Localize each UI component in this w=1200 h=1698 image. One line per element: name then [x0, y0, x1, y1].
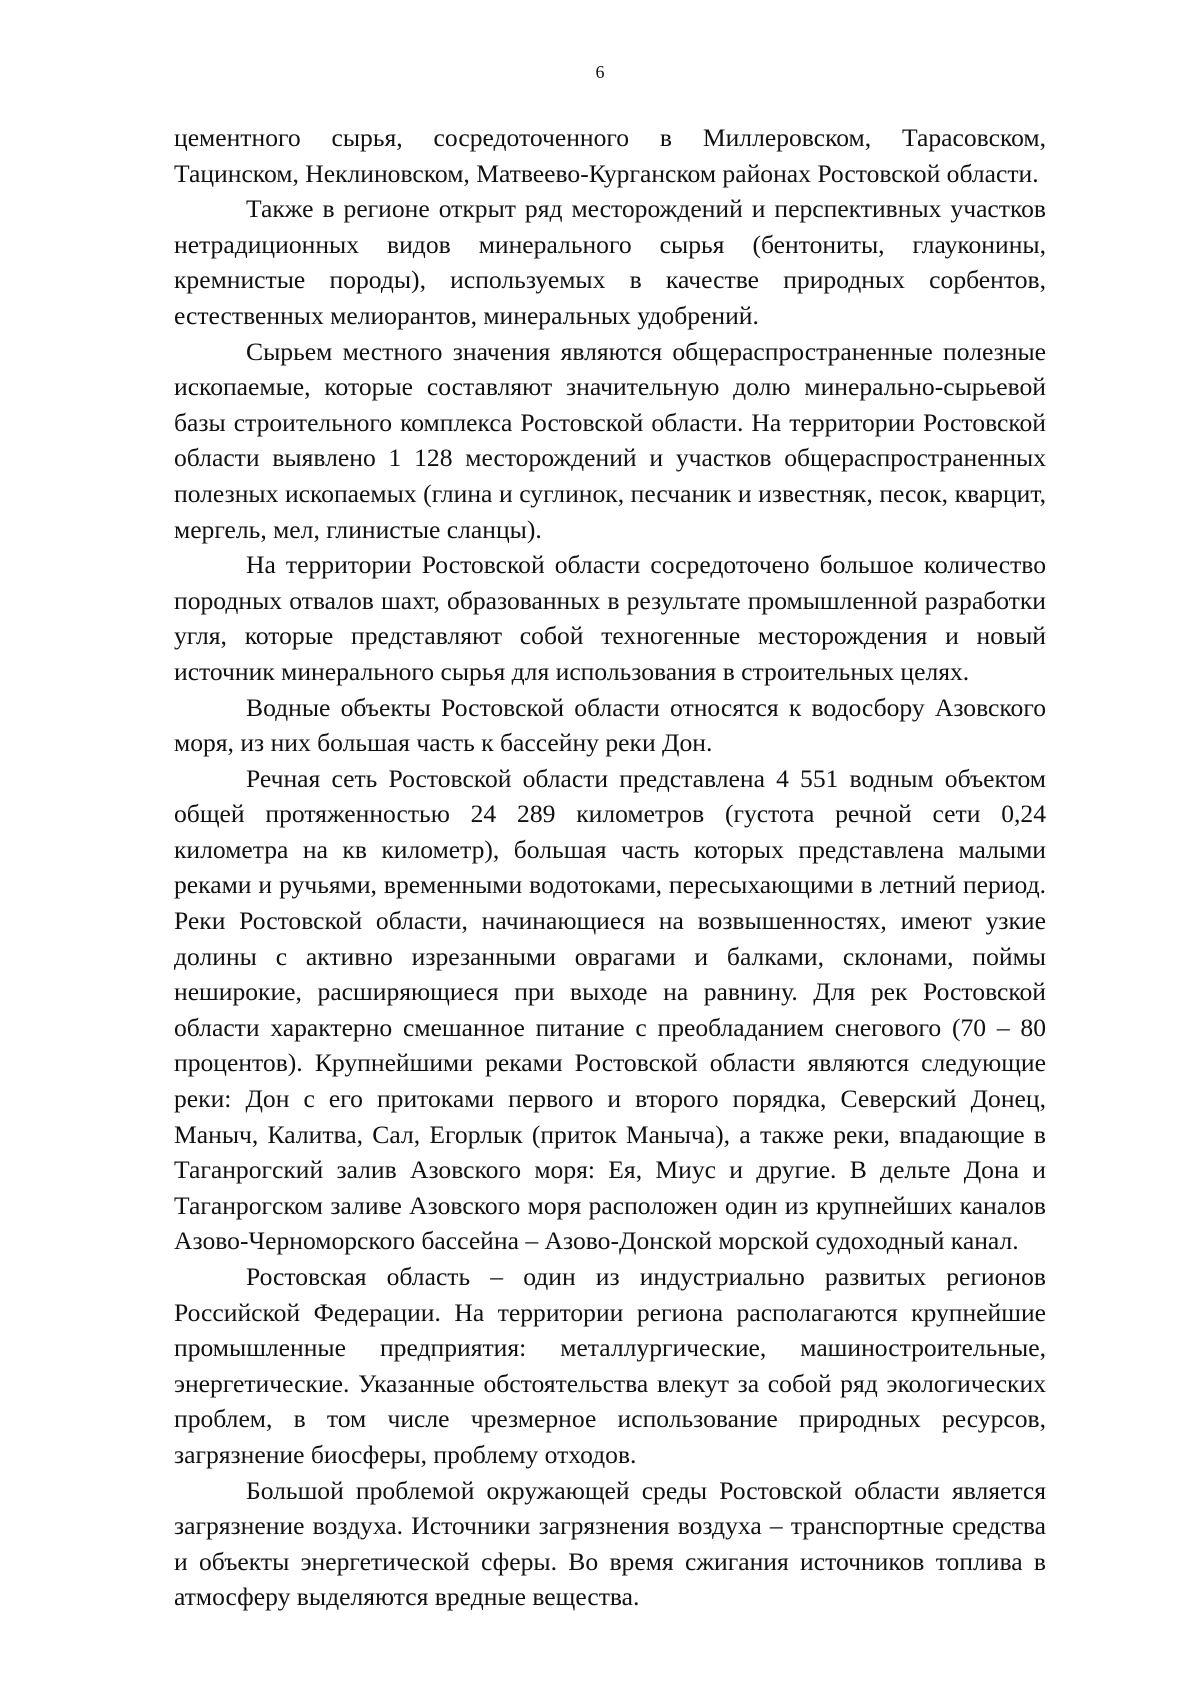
paragraph-river-network: Речная сеть Ростовской области представлена 4 551 водным объектом общей протяженностью 24 289 километров (густота речной сети 0,24 километра на кв километр), большая часть которых представлена малыми реками и ручьями, временными водотоками, пересыхающими в летний период. Реки Ростовской области, начинающиеся на возвышенностях, имеют узкие долины с активно изрезанными оврагами и балками, склонами, поймы неширокие, расширяющиеся при выходе на равнину. Для рек Ростовской области характерно смешанное питание с преобладанием снегового (70 – 80 процентов). Крупнейшими реками Ростовской области являются следующие реки: Дон с его притоками первого и второго порядка, Северский Донец, Маныч, Калитва, Сал, Егорлык (приток Маныча), а также реки, впадающие в Таганрогский залив Азовского моря: Ея, Миус и другие. В дельте Дона и Таганрогском заливе Азовского моря расположен один из крупнейших каналов Азово-Черноморского бассейна – Азово-Донской морской судоходный канал. [174, 763, 1046, 1256]
paragraph-local-minerals: Сырьем местного значения являются общераспространенные полезные ископаемые, которые составляют значительную долю минерально-сырьевой базы строительного комплекса Ростовской области. На территории Ростовской области выявлено 1 128 месторождений и участков общераспространенных полезных ископаемых (глина и суглинок, песчаник и известняк, песок, кварцит, мергель, мел, глинистые сланцы). [174, 336, 1046, 544]
paragraph-nontraditional-minerals: Также в регионе открыт ряд месторождений и перспективных участков нетрадиционных видов минерального сырья (бентониты, глауконины, кремнистые породы), используемых в качестве природных сорбентов, естественных мелиорантов, минеральных удобрений. [174, 194, 1046, 330]
document-body [174, 120, 1046, 1615]
paragraph-air-pollution: Большой проблемой окружающей среды Ростовской области является загрязнение воздуха. Источники загрязнения воздуха – транспортные средства и объекты энергетической сферы. Во время сжигания источников топлива в атмосферу выделяются вредные вещества. [174, 1475, 1046, 1612]
page-number: 6 [595, 62, 605, 82]
paragraph-industrial-region: Ростовская область – один из индустриально развитых регионов Российской Федерации. На территории региона располагаются крупнейшие промышленные предприятия: металлургические, машиностроительные, энергетические. Указанные обстоятельства влекут за собой ряд экологических проблем, в том числе чрезмерное использование природных ресурсов, загрязнение биосферы, проблему отходов. [174, 1262, 1046, 1469]
paragraph-cement-raw-materials: цементного сырья, сосредоточенного в Миллеровском, Тарасовском, Тацинском, Неклиновском, Матвеево-Курганском районах Ростовской области. [174, 123, 1046, 188]
paragraph-mine-dumps: На территории Ростовской области сосредоточено большое количество породных отвалов шахт, образованных в результате промышленной разработки угля, которые представляют собой техногенные месторождения и новый источник минерального сырья для использования в строительных целях. [174, 550, 1046, 686]
paragraph-water-bodies: Водные объекты Ростовской области относятся к водосбору Азовского моря, из них большая часть к бассейну реки Дон. [174, 692, 1046, 758]
